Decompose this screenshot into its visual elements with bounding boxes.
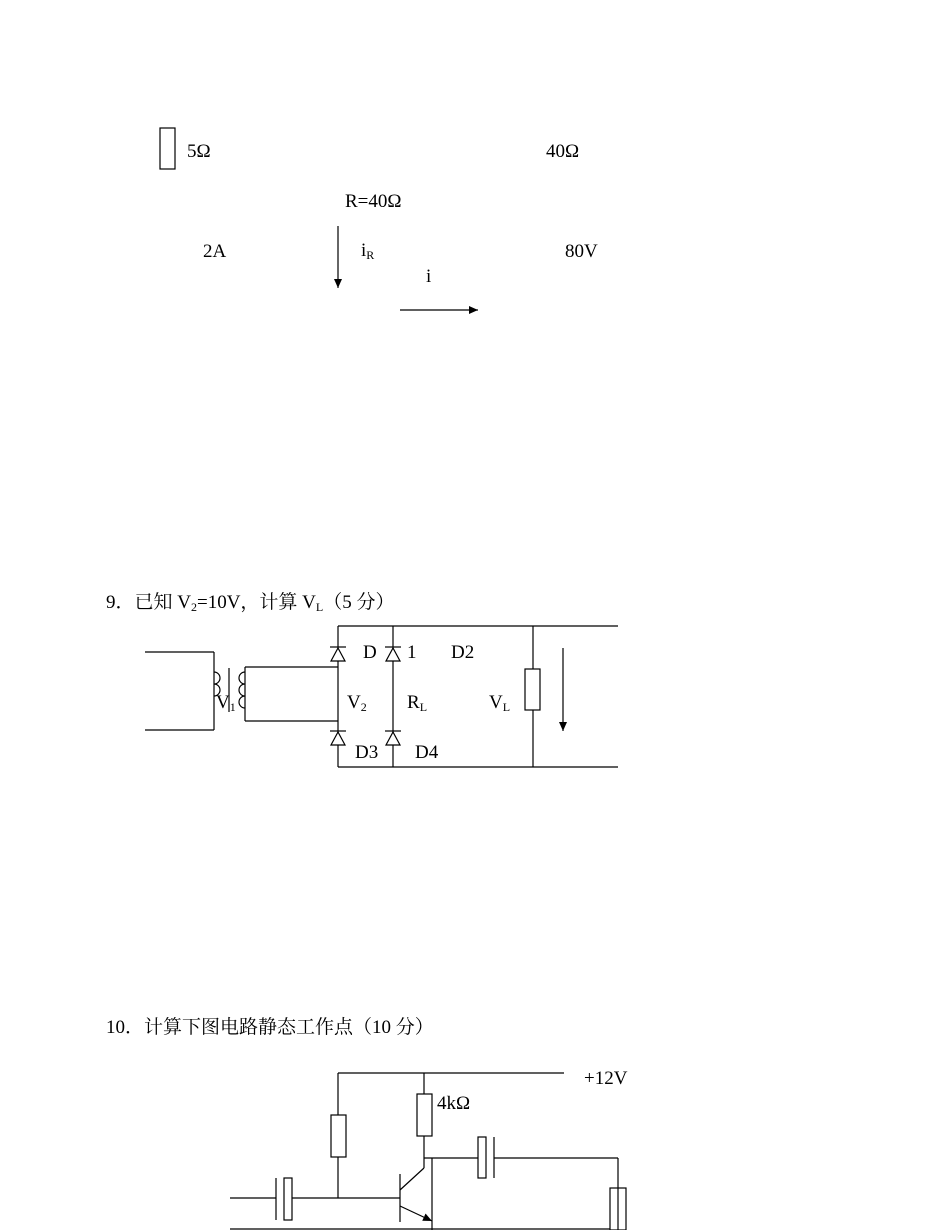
collector-resistor bbox=[417, 1094, 432, 1136]
label-4kohm: 4kΩ bbox=[437, 1093, 471, 1114]
diode-d4 bbox=[385, 731, 401, 745]
load-resistor bbox=[525, 669, 540, 710]
label-vcc: +12V bbox=[584, 1068, 628, 1089]
question-9-text: 9．已知 V2=10V，计算 VL（5 分） bbox=[106, 592, 395, 614]
label-1: 1 bbox=[407, 642, 417, 663]
label-rl: RL bbox=[407, 692, 428, 714]
label-5ohm: 5Ω bbox=[187, 141, 211, 162]
label-d3: D3 bbox=[355, 742, 379, 763]
label-i: i bbox=[426, 266, 432, 287]
base-bias-resistor bbox=[331, 1115, 346, 1157]
bridge-rectifier-circuit bbox=[145, 626, 618, 767]
question-10-text: 10．计算下图电路静态工作点（10 分） bbox=[106, 1017, 434, 1038]
input-capacitor-plate-b bbox=[284, 1178, 292, 1220]
npn-transistor bbox=[400, 1158, 432, 1222]
label-v2: V2 bbox=[347, 692, 367, 714]
transformer-secondary-coil bbox=[239, 672, 245, 708]
amplifier-circuit bbox=[230, 1068, 628, 1230]
diode-d3 bbox=[330, 731, 346, 745]
label-d4: D4 bbox=[415, 742, 439, 763]
resistor-5ohm bbox=[160, 128, 175, 169]
label-40ohm: 40Ω bbox=[546, 141, 580, 162]
diode-d1-right bbox=[385, 647, 401, 661]
diode-d1-left bbox=[330, 647, 346, 661]
label-vl: VL bbox=[489, 692, 511, 714]
label-r-eq: R=40Ω bbox=[345, 191, 402, 212]
figure-1-circuit-fragment bbox=[160, 128, 598, 310]
label-80v: 80V bbox=[565, 241, 598, 262]
label-v1: V1 bbox=[216, 692, 236, 714]
label-d: D bbox=[363, 642, 377, 663]
label-d2: D2 bbox=[451, 642, 475, 663]
label-ir: iR bbox=[361, 240, 375, 262]
output-capacitor-plate-a bbox=[478, 1137, 486, 1178]
label-current-source: 2A bbox=[203, 241, 227, 262]
